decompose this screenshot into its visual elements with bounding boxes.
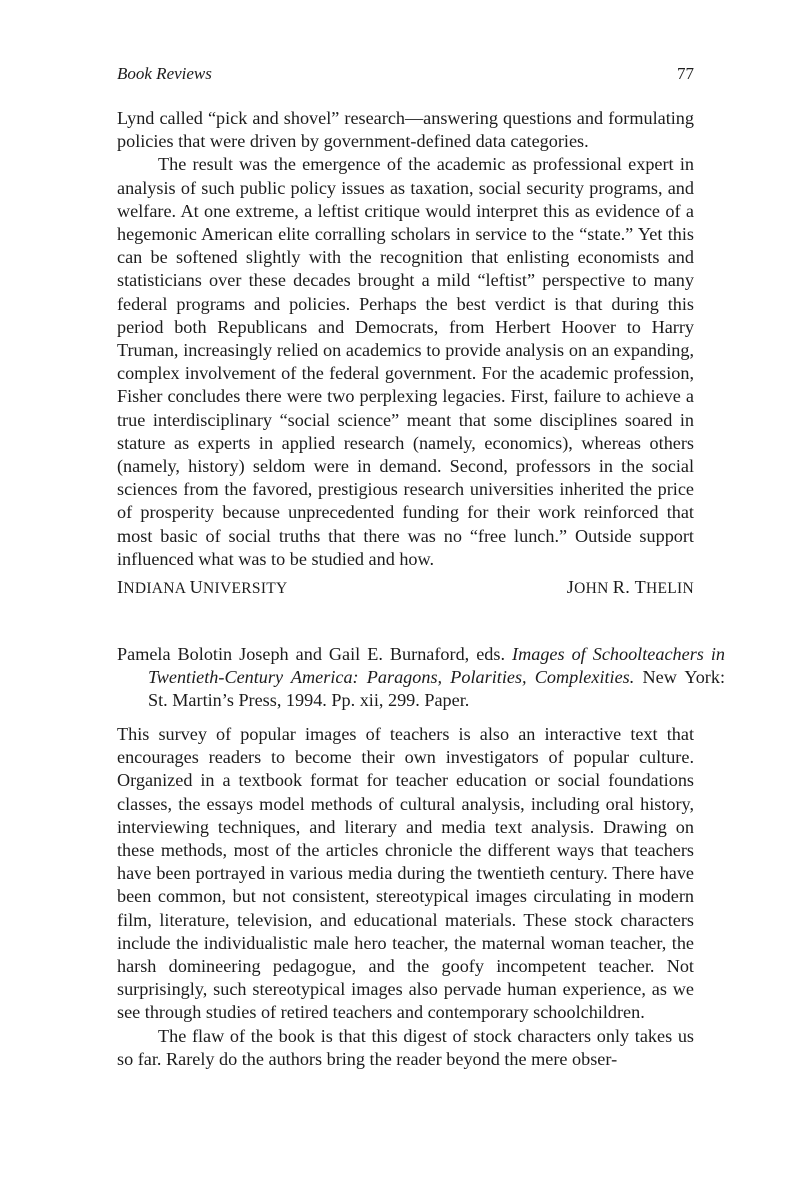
section-title: Book Reviews	[117, 64, 212, 83]
review-one-paragraph-1: Lynd called “pick and shovel” research—answering questions and formulating policies that were driven by government-defined data categories.	[117, 108, 694, 152]
review-two-paragraph-2: The flaw of the book is that this digest of stock characters only takes us so far. Rarely do the authors bring the reader beyond the mere obser-	[117, 1025, 694, 1069]
review-two-body	[117, 723, 694, 1071]
running-head	[117, 64, 694, 88]
page-number: 77	[677, 64, 694, 83]
citation-title: Images of Schoolteachers in Twentieth-Century America: Paragons, Polarities, Complexities.	[148, 644, 726, 688]
review-one-paragraph-2: The result was the emergence of the academic as professional expert in analysis of such public policy issues as taxation, social security programs, and welfare. At one extreme, a leftist critique would interpret this as evidence of a hegemonic American elite corralling scholars in service to the “state.” Yet this can be softened slightly with the recognition that enlisting economists and statisticians over these decades brought a mild “leftist” perspective to many federal programs and policies. Perhaps the best verdict is that during this period both Republicans and Democrats, from Herbert Hoover to Harry Truman, increasingly relied on academics to provide analysis on an expanding, complex involvement of the federal government. For the academic profession, Fisher concludes there were two perplexing legacies. First, failure to achieve a true interdisciplinary “social science” meant that some disciplines soared in stature as experts in applied research (namely, economics), whereas others (namely, history) seldom were in demand. Second, professors in the social sciences from the favored, prestigious research universities inherited the price of prosperity because unprecedented funding for their work reinforced that most basic of social truths that there was no “free lunch.” Outside support influenced what was to be studied and how.	[117, 154, 694, 569]
review-two-citation	[117, 643, 725, 713]
citation-publication: New York: St. Martin’s Press, 1994. Pp. xii, 299. Paper.	[148, 667, 725, 711]
review-one-signature	[117, 577, 694, 601]
citation-editors: Pamela Bolotin Joseph and Gail E. Burnaford, eds.	[117, 644, 513, 664]
review-two-paragraph-1: This survey of popular images of teachers is also an interactive text that encourages readers to become their own investigators of popular culture. Organized in a textbook format for teacher education or social foundations classes, the essays model methods of cultural analysis, including oral history, interviewing techniques, and literary and media text analysis. Drawing on these methods, most of the articles chronicle the different ways that teachers have been portrayed in various media during the twentieth century. There have been common, but not consistent, stereotypical images circulating in modern film, literature, television, and educational materials. These stock characters include the individualistic male hero teacher, the maternal woman teacher, the harsh domineering pedagogue, and the goofy incompetent teacher. Not surprisingly, such stereotypical images also pervade human experience, as we see through studies of retired teachers and contemporary schoolchildren.	[117, 724, 694, 1023]
reviewer-institution: INDIANA UNIVERSITY	[117, 577, 288, 597]
review-one-body	[117, 107, 694, 571]
reviewer-name: JOHN R. THELIN	[566, 577, 694, 597]
